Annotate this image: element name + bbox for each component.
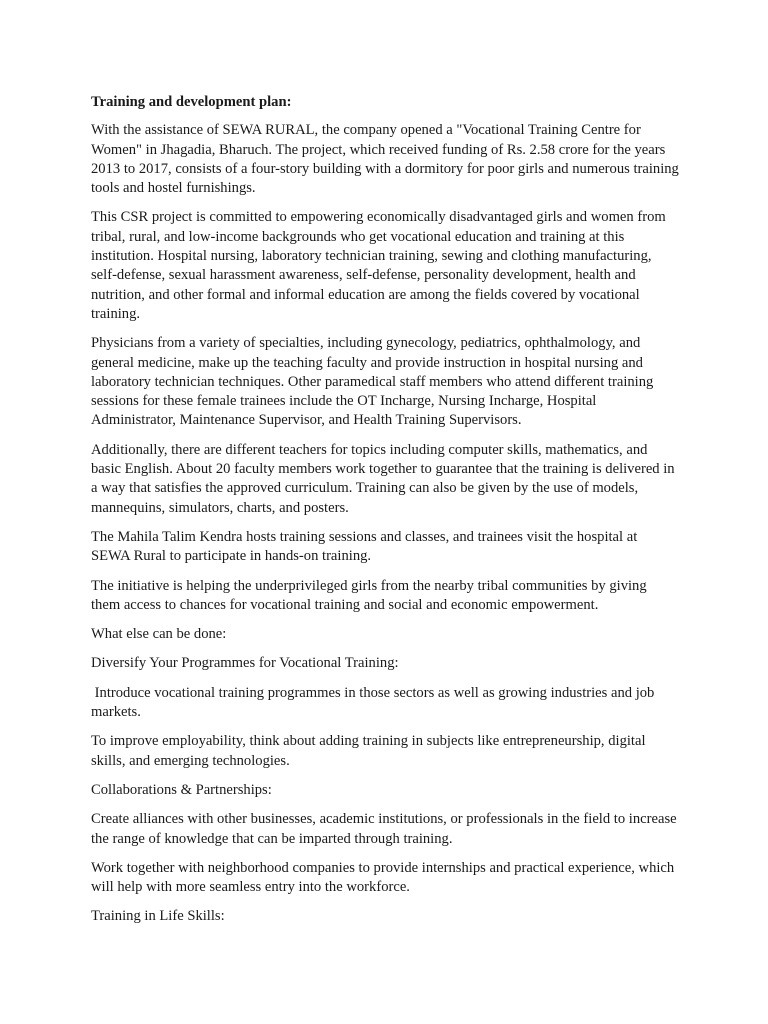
section-label-life-skills: Training in Life Skills: (91, 908, 225, 925)
paragraph-initiative: The initiative is helping the underprivileged girls from the nearby tribal communities by giving them access to chances for vocational training and social and economic empowerment. (91, 577, 647, 613)
paragraph-csr-intro: With the assistance of SEWA RURAL, the company opened a "Vocational Training Centre for Women" in Jhagadia, Bharuch. The project, which received funding of Rs. 2.58 crore for the years 2013 to 2017, consists of a four-story building with a dormitory for poor girls and numerous training tools and hostel furnishings. (91, 122, 679, 197)
paragraph-employability: To improve employability, think about adding training in subjects like entrepreneurship, digital skills, and emerging technologies. (91, 733, 646, 769)
paragraph-mahila-talim-kendra: The Mahila Talim Kendra hosts training sessions and classes, and trainees visit the hospital at SEWA Rural to participate in hands-on training. (91, 528, 638, 565)
paragraph-teachers: Additionally, there are different teachers for topics including computer skills, mathematics, and basic English. About 20 faculty members work together to guarantee that the training is delivered in a way that satisfies the approved curriculum. Training can also be given by the use of models, mannequins, simulators, charts, and posters. (91, 441, 675, 516)
section-label-collaborations: Collaborations & Partnerships: (91, 781, 272, 798)
paragraph-introduce-programmes: Introduce vocational training programmes in those sectors as well as growing industries and job markets. (91, 684, 659, 721)
document-heading: Training and development plan: (91, 94, 292, 110)
paragraph-csr-commitment: This CSR project is committed to empowering economically disadvantaged girls and women from tribal, rural, and low-income backgrounds who get vocational education and training at this institution. Hospital nursing, laboratory technician training, sewing and clothing manufacturing, self-defense, sexual harassment awareness, self-defense, personality development, health and nutrition, and other formal and informal education are among the fields covered by vocational training. (91, 209, 666, 322)
paragraph-faculty: Physicians from a variety of specialties, including gynecology, pediatrics, ophthalmology, and general medicine, make up the teaching faculty and provide instruction in hospital nursing and laboratory technician techniques. Other paramedical staff members who attend different training sessions for these female trainees include the OT Incharge, Nursing Incharge, Hospital Administrator, Maintenance Supervisor, and Health Training Supervisors. (91, 335, 654, 429)
document-page (91, 93, 679, 937)
paragraph-alliances: Create alliances with other businesses, academic institutions, or professionals in the field to increase the range of knowledge that can be imparted through training. (91, 811, 677, 847)
section-label-diversify: Diversify Your Programmes for Vocational Training: (91, 655, 399, 672)
section-label-what-else: What else can be done: (91, 626, 227, 643)
paragraph-internships: Work together with neighborhood companies to provide internships and practical experience, which will help with more seamless entry into the workforce. (91, 859, 675, 896)
